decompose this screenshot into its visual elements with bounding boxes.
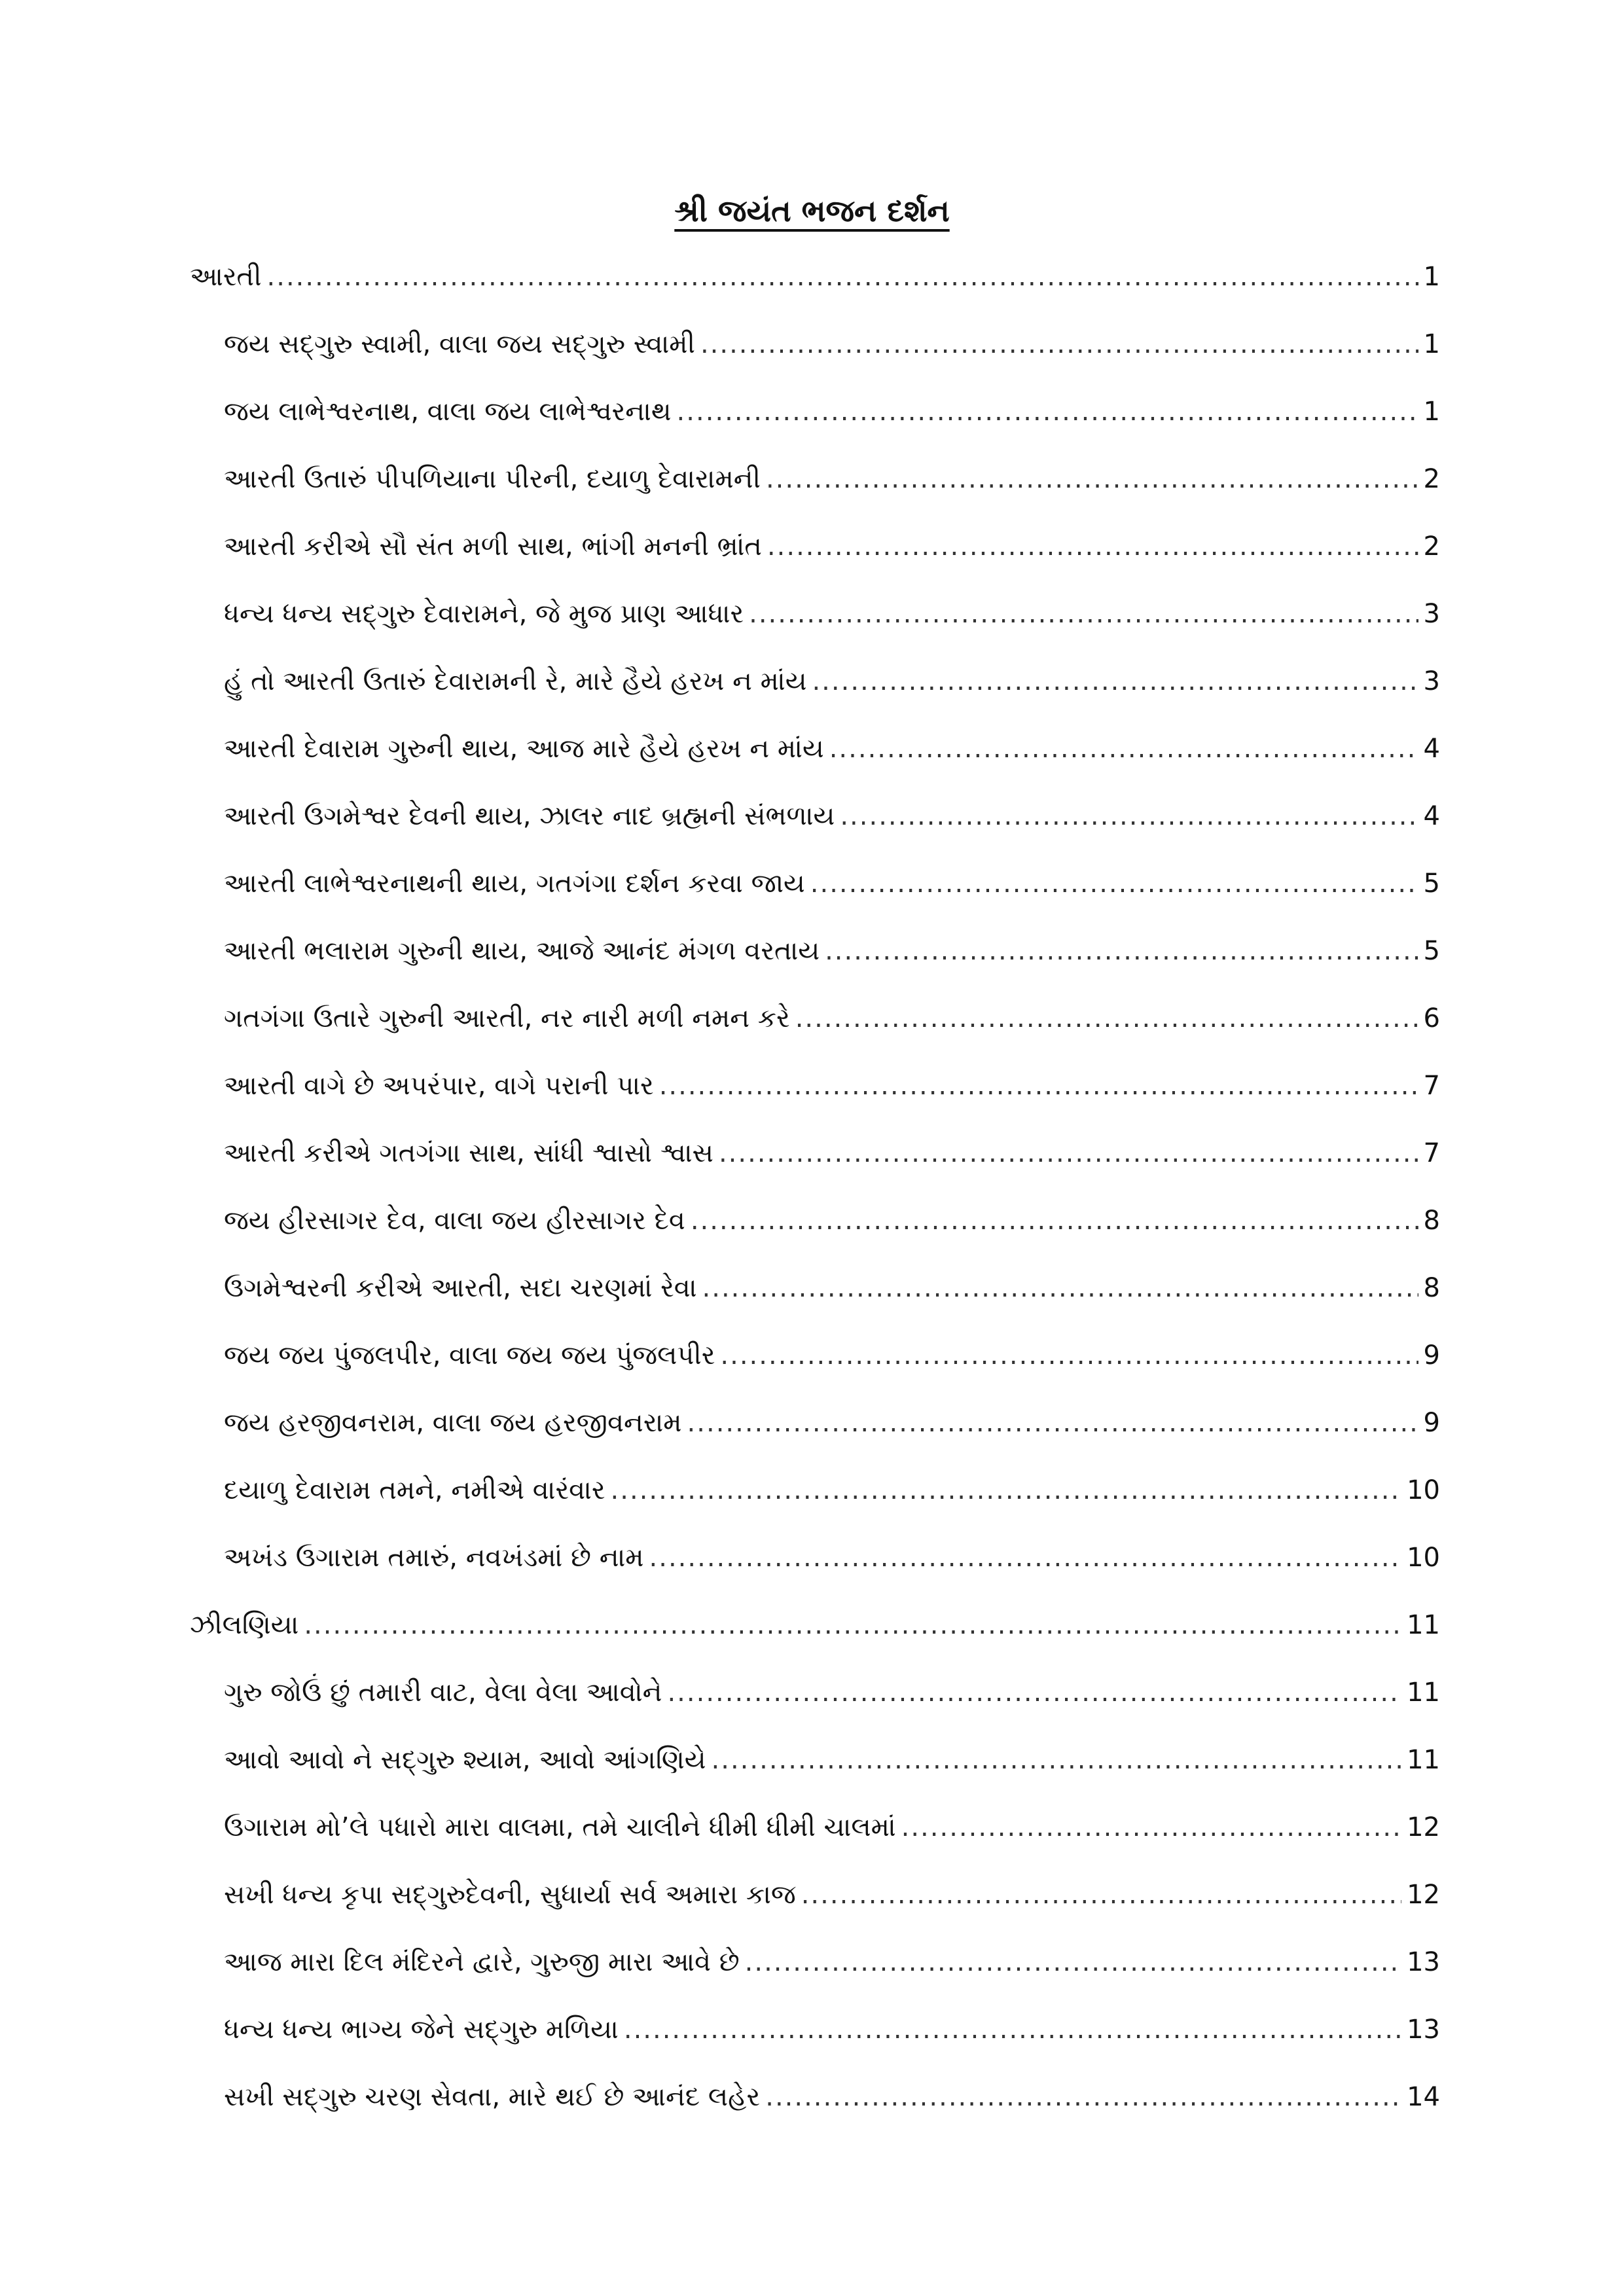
toc-entry-title: ઉગમેશ્વરની કરીએ આરતી, સદા ચરણમાં રેવા	[224, 1273, 697, 1303]
toc-entry-title: આરતી વાગે છે અપરંપાર, વાગે પરાની પાર	[224, 1071, 654, 1101]
toc-entry[interactable]	[190, 1255, 1440, 1322]
toc-entry-title: આરતી ભલારામ ગુરુની થાય, આજે આનંદ મંગળ વરતાય	[224, 936, 820, 966]
dot-leader	[749, 581, 1418, 648]
toc-page-number: 12	[1407, 1812, 1440, 1842]
toc-page-number: 6	[1423, 1003, 1440, 1033]
dot-leader	[267, 243, 1418, 311]
toc-entry-title: હું તો આરતી ઉતારું દેવારામની રે, મારે હૈયે હરખ ન માંય	[224, 666, 807, 696]
toc-entry-title: જય હરજીવનરામ, વાલા જય હરજીવનરામ	[224, 1408, 682, 1438]
toc-entry[interactable]	[190, 918, 1440, 985]
dot-leader	[812, 648, 1418, 715]
toc-section-heading[interactable]	[190, 1592, 1440, 1659]
toc-entry-title: જય સદ્‌ગુરુ સ્વામી, વાલા જય સદ્‌ગુરુ સ્વામી	[224, 329, 695, 359]
toc-page-number: 11	[1407, 1745, 1440, 1775]
toc-page-number: 10	[1407, 1543, 1440, 1573]
toc-page-number: 1	[1423, 262, 1440, 292]
dot-leader	[829, 715, 1418, 783]
toc-entry[interactable]	[190, 1727, 1440, 1794]
dot-leader	[611, 1457, 1402, 1524]
toc-page-number: 5	[1423, 869, 1440, 899]
dot-leader	[702, 1255, 1418, 1322]
toc-section-heading[interactable]	[190, 243, 1440, 311]
dot-leader	[801, 1861, 1401, 1929]
toc-page-number: 11	[1407, 1677, 1440, 1708]
toc-entry[interactable]	[190, 1390, 1440, 1457]
dot-leader	[767, 513, 1418, 581]
toc-entry[interactable]	[190, 1187, 1440, 1255]
toc-entry-title: સખી સદ્‌ગુરુ ચરણ સેવતા, મારે થઈ છે આનંદ લહેર	[224, 2082, 761, 2112]
toc-page-number: 1	[1423, 329, 1440, 359]
toc-page-number: 9	[1423, 1340, 1440, 1371]
toc-entry[interactable]	[190, 1457, 1440, 1524]
toc-entry-title: આરતી ઉગમેશ્વર દેવની થાય, ઝાલર નાદ બ્રહ્મની સંભળાય	[224, 801, 835, 831]
toc-entry-title: જય લાભેશ્વરનાથ, વાલા જય લાભેશ્વરનાથ	[224, 397, 672, 427]
dot-leader	[745, 1929, 1401, 1996]
toc-page-number: 2	[1423, 531, 1440, 562]
toc-entry[interactable]	[190, 378, 1440, 446]
dot-leader	[659, 1052, 1418, 1120]
toc-entry-title: ગુરુ જોઉં છું તમારી વાટ, વેલા વેલા આવોને	[224, 1677, 662, 1708]
toc-page-number: 11	[1407, 1610, 1440, 1640]
toc-entry[interactable]	[190, 2064, 1440, 2131]
toc-entry-title: ગતગંગા ઉતારે ગુરુની આરતી, નર નારી મળી નમન કરે	[224, 1003, 790, 1033]
title-text: શ્રી જયંત ભજન દર્શન	[674, 193, 950, 228]
toc-page-number: 4	[1423, 801, 1440, 831]
toc-entry-title: આવો આવો ને સદ્‌ગુરુ શ્યામ, આવો આંગણિયે	[224, 1745, 706, 1775]
toc-entry[interactable]	[190, 850, 1440, 918]
dot-leader	[667, 1659, 1401, 1727]
toc-entry-title: અખંડ ઉગારામ તમારું, નવખંડમાં છે નામ	[224, 1543, 644, 1573]
toc-entry[interactable]	[190, 513, 1440, 581]
toc-page-number: 7	[1423, 1138, 1440, 1168]
toc-entry[interactable]	[190, 1524, 1440, 1592]
toc-page-number: 10	[1407, 1475, 1440, 1505]
toc-entry[interactable]	[190, 1659, 1440, 1727]
toc-entry[interactable]	[190, 648, 1440, 715]
toc-entry-title: આરતી દેવારામ ગુરુની થાય, આજ મારે હૈયે હરખ ન માંય	[224, 734, 824, 764]
toc-entry-title: સખી ધન્ય કૃપા સદ્‌ગુરુદેવની, સુધાર્યા સર્વ અમારા કાજ	[224, 1880, 796, 1910]
toc-entry-title: જય જય પુંજલપીર, વાલા જય જય પુંજલપીર	[224, 1340, 715, 1371]
toc-page-number: 1	[1423, 397, 1440, 427]
toc-entry[interactable]	[190, 581, 1440, 648]
toc-entry[interactable]	[190, 1322, 1440, 1390]
table-of-contents	[190, 243, 1440, 2131]
toc-entry-title: ઝીલણિયા	[190, 1610, 299, 1640]
dot-leader	[624, 1996, 1401, 2064]
dot-leader	[677, 378, 1418, 446]
toc-entry[interactable]	[190, 1996, 1440, 2064]
toc-page-number: 4	[1423, 734, 1440, 764]
toc-entry-title: જય હીરસાગર દેવ, વાલા જય હીરસાગર દેવ	[224, 1206, 685, 1236]
toc-entry[interactable]	[190, 1794, 1440, 1861]
toc-page-number: 12	[1407, 1880, 1440, 1910]
toc-entry-title: આજ મારા દિલ મંદિરને દ્વારે, ગુરુજી મારા આવે છે	[224, 1947, 740, 1977]
dot-leader	[720, 1322, 1418, 1390]
dot-leader	[810, 850, 1418, 918]
dot-leader	[649, 1524, 1402, 1592]
toc-entry[interactable]	[190, 783, 1440, 850]
toc-page-number: 13	[1407, 2015, 1440, 2045]
toc-page-number: 3	[1423, 666, 1440, 696]
toc-page-number: 9	[1423, 1408, 1440, 1438]
dot-leader	[766, 446, 1418, 513]
dot-leader	[840, 783, 1418, 850]
toc-entry-title: ધન્ય ધન્ય ભાગ્ય જેને સદ્‌ગુરુ મળિયા	[224, 2015, 619, 2045]
toc-entry[interactable]	[190, 1929, 1440, 1996]
toc-page-number: 13	[1407, 1947, 1440, 1977]
toc-entry-title: આરતી કરીએ ગતગંગા સાથ, સાંધી શ્વાસો શ્વાસ	[224, 1138, 713, 1168]
toc-page-number: 8	[1423, 1206, 1440, 1236]
dot-leader	[719, 1120, 1418, 1187]
toc-page-number: 2	[1423, 464, 1440, 494]
toc-entry-title: દયાળુ દેવારામ તમને, નમીએ વારંવાર	[224, 1475, 605, 1505]
dot-leader	[765, 2064, 1401, 2131]
toc-page-number: 3	[1423, 599, 1440, 629]
toc-entry-title: ધન્ય ધન્ય સદ્‌ગુરુ દેવારામને, જે મુજ પ્રાણ આધાર	[224, 599, 744, 629]
toc-entry-title: આરતી ઉતારું પીપળિયાના પીરની, દયાળુ દેવારામની	[224, 464, 761, 494]
toc-entry-title: આરતી કરીએ સૌ સંત મળી સાથ, ભાંગી મનની ભ્રાંત	[224, 531, 762, 562]
toc-page-number: 8	[1423, 1273, 1440, 1303]
toc-entry-title: આરતી	[190, 262, 262, 292]
dot-leader	[795, 985, 1418, 1052]
toc-entry[interactable]	[190, 311, 1440, 378]
toc-entry-title: ઉગારામ મો’લે પધારો મારા વાલમા, તમે ચાલીને ધીમી ધીમી ચાલમાં	[224, 1812, 896, 1842]
dot-leader	[712, 1727, 1402, 1794]
dot-leader	[825, 918, 1418, 985]
dot-leader	[700, 311, 1418, 378]
toc-entry[interactable]	[190, 715, 1440, 783]
toc-page-number: 5	[1423, 936, 1440, 966]
dot-leader	[691, 1187, 1418, 1255]
toc-entry[interactable]	[190, 446, 1440, 513]
toc-page-number: 7	[1423, 1071, 1440, 1101]
toc-entry[interactable]	[190, 1052, 1440, 1120]
toc-entry[interactable]	[190, 1120, 1440, 1187]
toc-entry-title: આરતી લાભેશ્વરનાથની થાય, ગતગંગા દર્શન કરવા જાય	[224, 869, 805, 899]
toc-page-number: 14	[1407, 2082, 1440, 2112]
toc-entry[interactable]	[190, 985, 1440, 1052]
toc-entry[interactable]	[190, 1861, 1440, 1929]
page-title	[0, 193, 1624, 230]
dot-leader	[304, 1592, 1401, 1659]
dot-leader	[687, 1390, 1418, 1457]
dot-leader	[901, 1794, 1401, 1861]
